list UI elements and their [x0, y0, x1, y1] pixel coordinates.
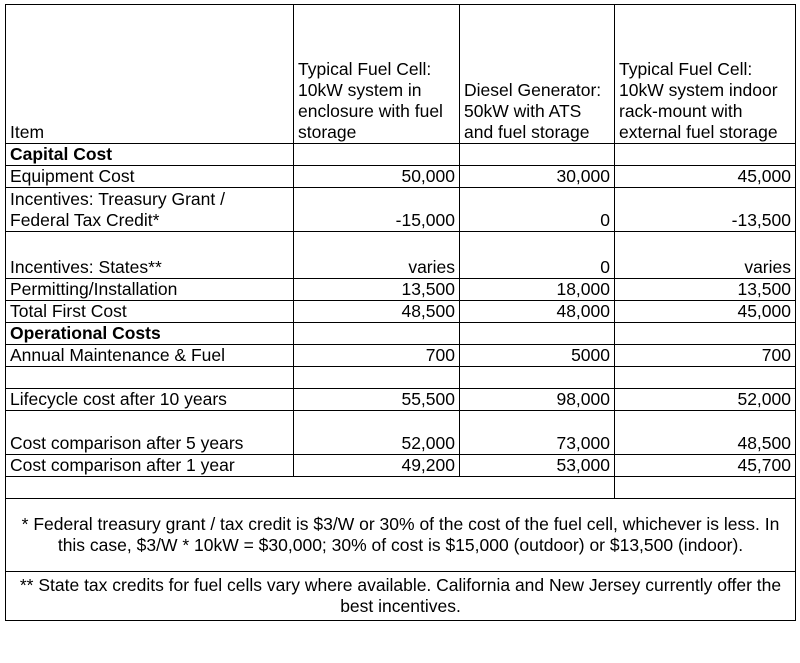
row-label: Lifecycle cost after 10 years — [6, 389, 294, 411]
value-cell: 13,500 — [615, 279, 796, 301]
value-cell: varies — [615, 232, 796, 279]
value-cell: 45,000 — [615, 166, 796, 188]
table-row — [6, 166, 796, 188]
value-cell: 49,200 — [294, 455, 460, 477]
value-cell: 18,000 — [460, 279, 615, 301]
table-row — [6, 389, 796, 411]
section-label: Operational Costs — [6, 323, 294, 345]
header-diesel-generator: Diesel Generator: 50kW with ATS and fuel storage — [460, 5, 615, 144]
value-cell: 73,000 — [460, 411, 615, 455]
value-cell: -13,500 — [615, 188, 796, 232]
value-cell: 52,000 — [615, 389, 796, 411]
value-cell: 700 — [294, 345, 460, 367]
empty-cell — [6, 367, 294, 389]
table-row — [6, 232, 796, 279]
value-cell: 52,000 — [294, 411, 460, 455]
row-label: Cost comparison after 1 year — [6, 455, 294, 477]
empty-cell — [294, 144, 460, 166]
value-cell: 48,500 — [615, 411, 796, 455]
row-label: Equipment Cost — [6, 166, 294, 188]
row-label: Incentives: States** — [6, 232, 294, 279]
footnote-federal: * Federal treasury grant / tax credit is $3/W or 30% of the cost of the fuel cell, whichever is less. In this case, $3/W * 10kW = $30,000; 30% of cost is $15,000 (outdoor) or $13,500 (indoor). — [6, 499, 796, 572]
section-row-operational-costs — [6, 323, 796, 345]
empty-cell — [615, 367, 796, 389]
table-row — [6, 188, 796, 232]
row-label: Permitting/Installation — [6, 279, 294, 301]
row-label: Total First Cost — [6, 301, 294, 323]
section-row-capital-cost — [6, 144, 796, 166]
value-cell: 5000 — [460, 345, 615, 367]
table-row — [6, 301, 796, 323]
table-row — [6, 455, 796, 477]
row-label: Incentives: Treasury Grant / Federal Tax Credit* — [6, 188, 294, 232]
value-cell: 45,000 — [615, 301, 796, 323]
empty-cell — [294, 323, 460, 345]
value-cell: 50,000 — [294, 166, 460, 188]
value-cell: 55,500 — [294, 389, 460, 411]
value-cell: 0 — [460, 188, 615, 232]
value-cell: -15,000 — [294, 188, 460, 232]
blank-row — [6, 477, 796, 499]
section-label: Capital Cost — [6, 144, 294, 166]
value-cell: 13,500 — [294, 279, 460, 301]
empty-cell — [460, 323, 615, 345]
header-fuel-cell-enclosure: Typical Fuel Cell: 10kW system in enclosure with fuel storage — [294, 5, 460, 144]
footnote-row — [6, 499, 796, 572]
value-cell: 53,000 — [460, 455, 615, 477]
value-cell: 30,000 — [460, 166, 615, 188]
value-cell: 48,000 — [460, 301, 615, 323]
blank-row — [6, 367, 796, 389]
header-row — [6, 5, 796, 144]
empty-cell — [615, 144, 796, 166]
footnote-state: ** State tax credits for fuel cells vary where available. California and New Jersey currently offer the best incentives. — [6, 572, 796, 621]
value-cell: 98,000 — [460, 389, 615, 411]
value-cell: varies — [294, 232, 460, 279]
row-label: Cost comparison after 5 years — [6, 411, 294, 455]
value-cell: 0 — [460, 232, 615, 279]
footnote-row — [6, 572, 796, 621]
table-row — [6, 345, 796, 367]
empty-cell — [294, 367, 460, 389]
table-row — [6, 279, 796, 301]
empty-cell — [460, 144, 615, 166]
empty-cell — [615, 323, 796, 345]
value-cell: 45,700 — [615, 455, 796, 477]
value-cell: 48,500 — [294, 301, 460, 323]
header-fuel-cell-rack-mount: Typical Fuel Cell: 10kW system indoor rack-mount with external fuel storage — [615, 5, 796, 144]
cost-comparison-table — [5, 4, 796, 621]
table-row — [6, 411, 796, 455]
empty-cell — [6, 477, 615, 499]
empty-cell — [615, 477, 796, 499]
value-cell: 700 — [615, 345, 796, 367]
empty-cell — [460, 367, 615, 389]
cost-comparison-sheet — [5, 4, 795, 621]
row-label: Annual Maintenance & Fuel — [6, 345, 294, 367]
header-item: Item — [6, 5, 294, 144]
